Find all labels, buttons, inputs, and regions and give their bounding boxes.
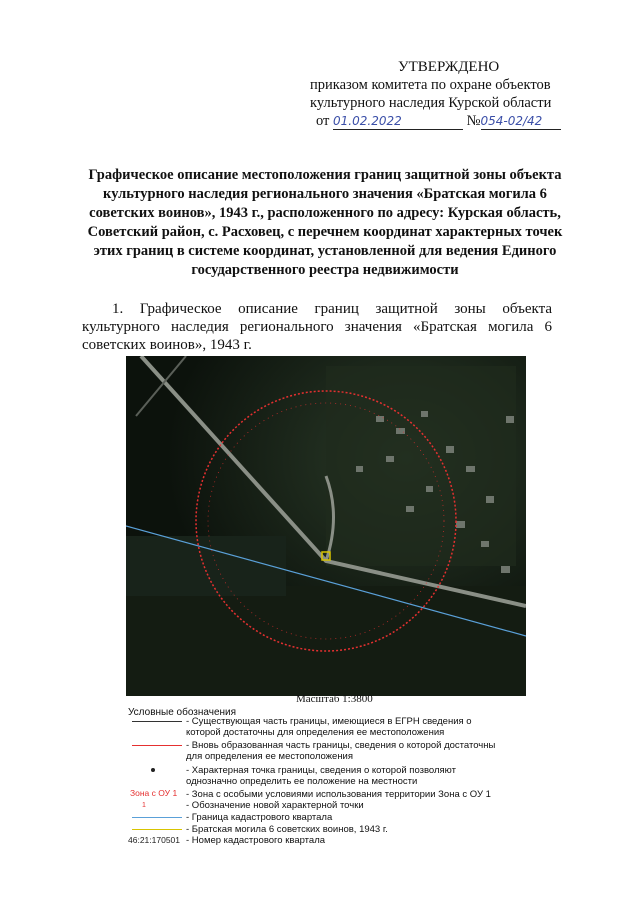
- approval-heading: УТВЕРЖДЕНО: [398, 59, 500, 75]
- approval-date-number-row: [316, 112, 610, 130]
- map-scale: Масштаб 1:3800: [296, 693, 373, 705]
- document-title: Графическое описание местоположения границ защитной зоны объекта культурного наследия регионального значения «Братская могила 6 советских воинов», 1943 г., расположенного по адресу: Курская область, Советский район, с. Расховец, с перечнем координат характерных точек этих границ в системе координат, установленной для ведения Единого государственного реестра недвижимости: [87, 167, 563, 278]
- black-line-symbol: [132, 721, 182, 722]
- field-patch: [326, 366, 516, 566]
- date-field: [333, 114, 463, 130]
- approval-block: [310, 58, 610, 130]
- handwritten-date: 01.02.2022: [333, 114, 402, 128]
- field-patch: [126, 586, 526, 696]
- satellite-map: [126, 356, 526, 696]
- approval-line-2: культурного наследия Курской области: [310, 95, 552, 111]
- red-line-symbol: [132, 745, 182, 746]
- number-label: №: [466, 113, 481, 129]
- approval-line-1: приказом комитета по охране объектов: [310, 77, 551, 93]
- legend-title: Условные обозначения: [128, 707, 237, 718]
- cadastral-number-symbol: 46:21:170501: [128, 835, 180, 845]
- yellow-line-symbol: [132, 829, 182, 830]
- map-svg: [126, 356, 526, 696]
- handwritten-number: 054-02/42: [480, 114, 543, 128]
- zone-label-symbol: Зона с ОУ 1: [130, 788, 178, 798]
- point-number-symbol: 1: [142, 802, 146, 809]
- from-label: от: [316, 113, 330, 129]
- field-patch: [126, 536, 286, 596]
- section-1-text: 1. Графическое описание границ защитной зоны объекта культурного наследия регионального значения «Братская могила 6 советских воинов», 1943 г.: [82, 301, 552, 353]
- blue-line-symbol: [132, 817, 182, 818]
- dot-symbol: [151, 768, 155, 772]
- number-field: [481, 114, 561, 130]
